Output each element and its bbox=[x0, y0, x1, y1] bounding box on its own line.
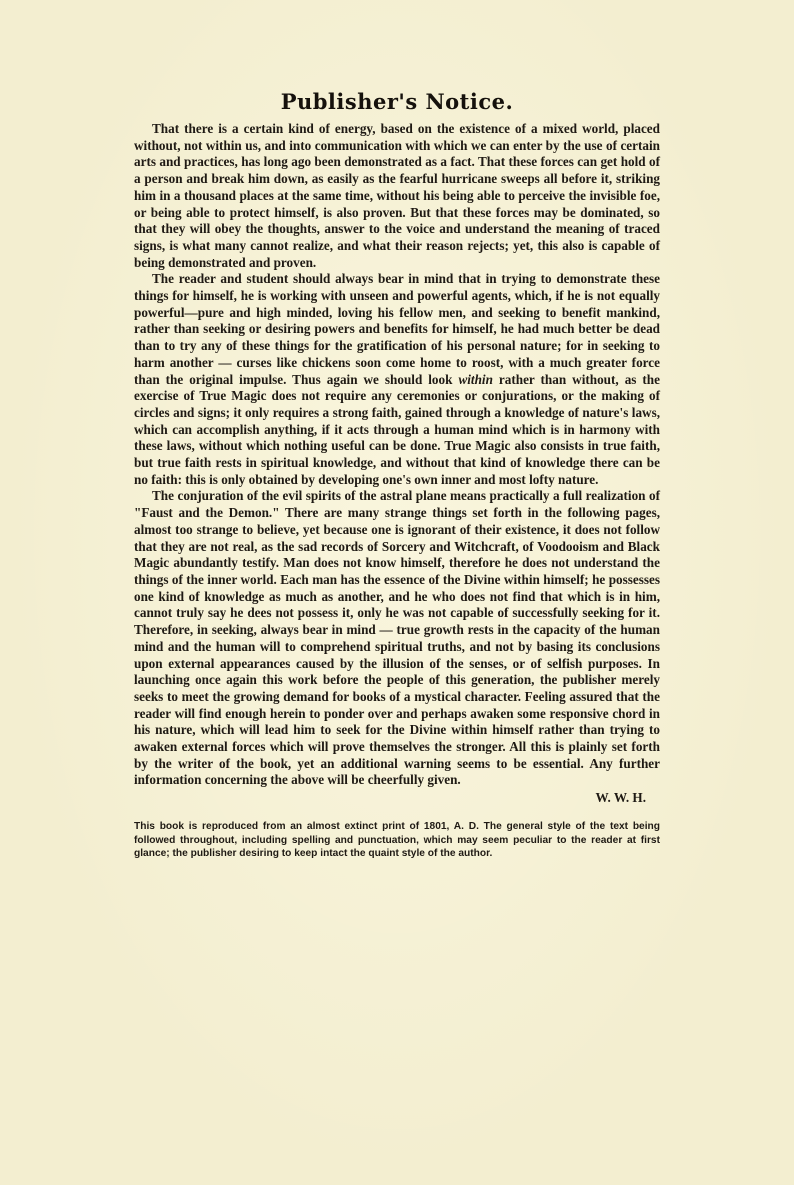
paragraph-2 bbox=[134, 271, 660, 488]
reproduction-note: This book is reproduced from an almost extinct print of 1801, A. D. The general style of the text being followed throughout, including spelling and punctuation, which may seem peculiar to the reader at first glance; the publisher desiring to keep intact the quaint style of the author. bbox=[134, 821, 660, 860]
page-content bbox=[134, 88, 660, 861]
page-title: Publisher's Notice. bbox=[280, 89, 514, 114]
paragraph-1-text: That there is a certain kind of energy, based on the existence of a mixed world, placed without, not within us, and into communication with which we can enter by the use of certain arts and practices, has long ago been demonstrated as a fact. That these forces can get hold of a person and break him down, as easily as the fearful hurricane sweeps all before it, striking him in a thousand places at the same time, without his being able to perceive the invisible foe, or being able to protect himself, is also proven. But that these forces may be dominated, so that they will obey the thoughts, answer to the voice and understand the meaning of traced signs, is what many cannot realize, and what their reason rejects; yet, this also is capable of being demonstrated and proven. bbox=[134, 121, 660, 270]
paragraph-3-text: The conjuration of the evil spirits of the astral plane means practically a full realization of "Faust and the Demon." There are many strange things set forth in the following pages, almost too strange to believe, yet because one is ignorant of their existence, it does not follow that they are not real, as the sad records of Sorcery and Witchcraft, of Voodooism and Black Magic abundantly testify. Man does not know himself, therefore he does not understand the things of the inner world. Each man has the essence of the Divine within himself; he possesses one kind of knowledge as much as another, and he who does not find that which is in him, cannot truly say he dees not possess it, only he was not capable of successfully seeking for it. Therefore, in seeking, always bear in mind — true growth rests in the capacity of the human mind and the human will to comprehend spiritual truths, and not by basing its conclusions upon external appearances caused by the illusion of the senses, or of selfish purposes. In launching once again this work before the people of this generation, the publisher merely seeks to meet the growing demand for books of a mystical character. Feeling assured that the reader will find enough herein to ponder over and perhaps awaken some responsive chord in his nature, which will lead him to seek for the Divine within himself rather than trying to awaken external forces which will prove themselves the stronger. All this is plainly set forth by the writer of the book, yet an additional warning seems to be essential. Any further information concerning the above will be cheerfully given. bbox=[134, 488, 660, 788]
paragraph-1 bbox=[134, 121, 660, 271]
paragraph-3 bbox=[134, 488, 660, 789]
signature: W. W. H. bbox=[595, 790, 646, 806]
paragraph-2-text-start: The reader and student should always bear in mind that in trying to demonstrate these things for himself, he is working with unseen and powerful agents, which, if he is not equally powerful—pure and high minded, loving his fellow men, and seeking to benefit mankind, rather than seeking or desiring powers and benefits for himself, he had much better be dead than to try any of these things for the gratification of his personal nature; for in seeking to harm another — curses like chickens soon come home to roost, with a much greater force than the original impulse. Thus again we should look bbox=[134, 271, 660, 387]
paragraph-2-emphasis: within bbox=[458, 371, 493, 387]
paragraph-2-text-end: rather than without, as the exercise of True Magic does not require any ceremonies or conjurations, or the making of circles and signs; it only requires a strong faith, gained through a knowledge of nature's laws, which can accomplish anything, if it acts through a human mind which is in harmony with these laws, without which nothing useful can be done. True Magic also consists in true faith, but true faith rests in spiritual knowledge, and without that kind of knowledge there can be no faith: this is only obtained by developing one's own inner and most lofty nature. bbox=[134, 371, 660, 487]
